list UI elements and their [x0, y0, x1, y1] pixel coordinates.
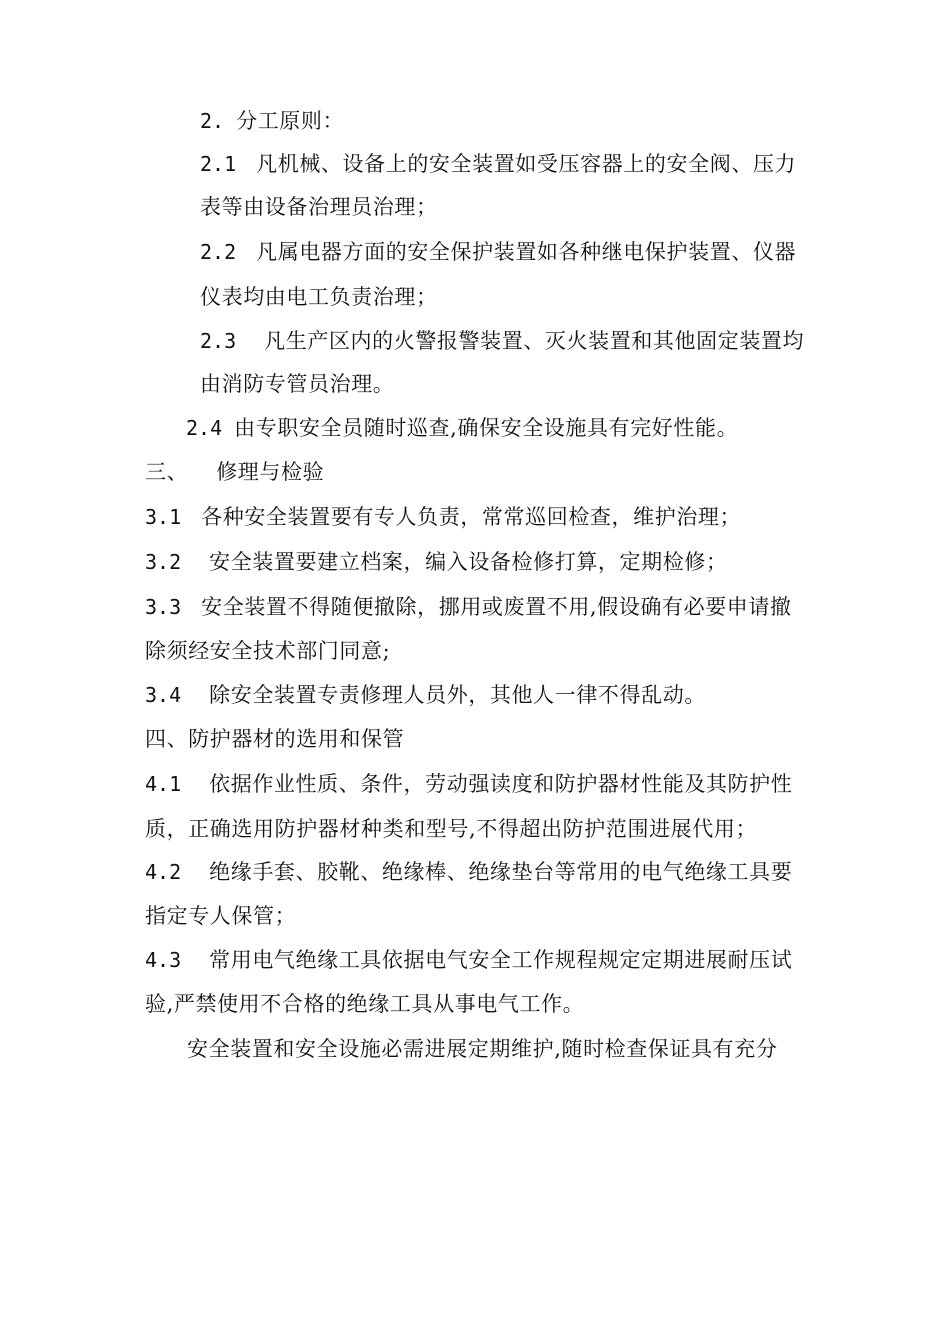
section-number: 三、 — [145, 460, 189, 484]
item-4-2 — [145, 858, 792, 886]
section-4-heading: 四、防护器材的选用和保管 — [145, 727, 405, 751]
item-text: 除安全装置专责修理人员外，其他人一律不得乱动。 — [209, 683, 706, 707]
item-number: 2.2 — [200, 240, 237, 264]
section-3-heading — [145, 458, 324, 486]
section-title: 修理与检验 — [216, 460, 325, 484]
item-4-1 — [145, 770, 792, 798]
item-4-3 — [145, 946, 792, 974]
item-2-4 — [186, 414, 738, 442]
item-text: 安全装置要建立档案，编入设备检修打算，定期检修； — [209, 550, 728, 574]
item-3-2 — [145, 548, 728, 576]
item-number: 3.1 — [145, 505, 182, 529]
closing-paragraph: 安全装置和安全设施必需进展定期维护,随时检查保证具有充分 — [187, 1037, 778, 1061]
item-4-1-continuation: 质，正确选用防护器材种类和型号,不得超出防护范围进展代用； — [145, 817, 758, 841]
item-text: 凡生产区内的火警报警装置、灭火装置和其他固定装置均 — [264, 329, 805, 353]
item-number: 4.1 — [145, 772, 182, 796]
item-number: 4.3 — [145, 948, 182, 972]
item-number: 2. — [200, 109, 225, 133]
item-2-3 — [200, 327, 804, 355]
item-text: 常用电气绝缘工具依据电气安全工作规程规定定期进展耐压试 — [209, 948, 793, 972]
item-3-1 — [145, 503, 741, 531]
item-2-2 — [200, 238, 796, 266]
item-4-3-continuation: 验,严禁使用不合格的绝缘工具从事电气工作。 — [145, 992, 585, 1016]
item-text: 绝缘手套、胶靴、绝缘棒、绝缘垫台等常用的电气绝缘工具要 — [209, 860, 793, 884]
item-2-1-continuation: 表等由设备治理员治理； — [200, 195, 438, 219]
item-3-4 — [145, 681, 706, 709]
item-2-2-continuation: 仪表均由电工负责治理； — [200, 285, 438, 309]
item-number: 3.3 — [145, 595, 182, 619]
item-text: 安全装置不得随便撤除，挪用或废置不用,假设确有必要申请撤 — [201, 595, 792, 619]
item-text: 各种安全装置要有专人负责，常常巡回检查，维护治理； — [201, 505, 742, 529]
item-number: 2.3 — [200, 329, 237, 353]
item-2-3-continuation: 由消防专管员治理。 — [200, 372, 395, 396]
item-3-3 — [145, 593, 792, 621]
item-text: 由专职安全员随时巡查,确保安全设施具有完好性能。 — [234, 416, 739, 440]
item-text: 凡机械、设备上的安全装置如受压容器上的安全阀、压力 — [256, 152, 797, 176]
item-number: 2.1 — [200, 152, 237, 176]
item-text: 分工原则： — [236, 109, 345, 133]
item-2-1 — [200, 150, 796, 178]
item-number: 3.2 — [145, 550, 182, 574]
item-2 — [200, 107, 344, 135]
item-text: 凡属电器方面的安全保护装置如各种继电保护装置、仪器 — [256, 240, 797, 264]
item-number: 4.2 — [145, 860, 182, 884]
item-3-3-continuation: 除须经安全技术部门同意; — [145, 639, 391, 663]
item-4-2-continuation: 指定专人保管； — [145, 904, 297, 928]
item-number: 3.4 — [145, 683, 182, 707]
item-number: 2.4 — [186, 416, 223, 440]
item-text: 依据作业性质、条件，劳动强读度和防护器材性能及其防护性 — [209, 772, 793, 796]
